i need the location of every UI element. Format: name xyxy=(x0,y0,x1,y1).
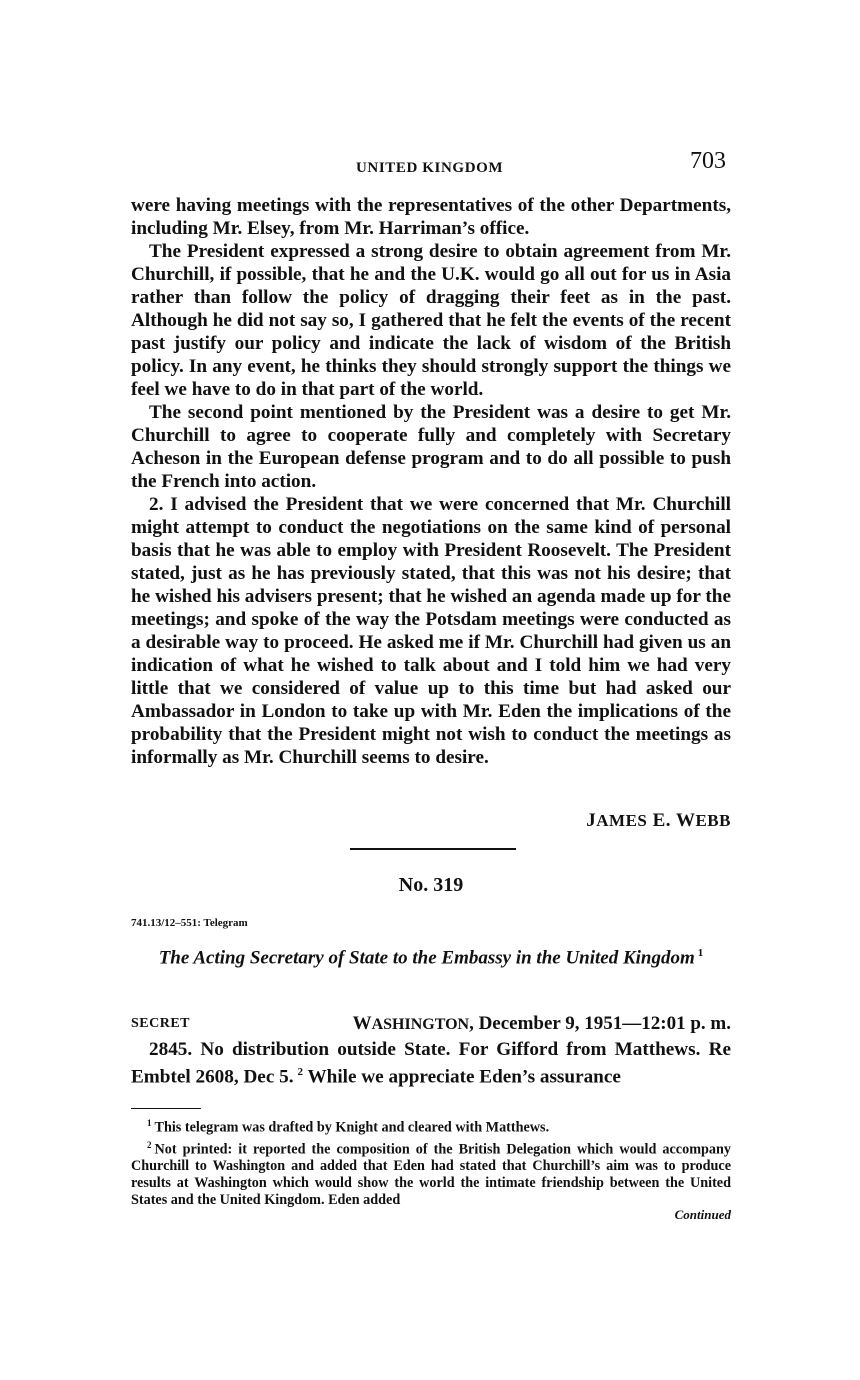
classification-label: SECRET xyxy=(131,1016,191,1031)
paragraph-1: were having meetings with the representatives of the other Departments, including Mr. Elsey, from Mr. Harriman’s office. xyxy=(131,195,731,239)
body-text xyxy=(131,194,731,769)
document-number: No. 319 xyxy=(398,874,464,896)
paragraph-4: 2. I advised the President that we were concerned that Mr. Churchill might attempt to conduct the negotiations on the same kind of personal basis that he was able to employ with President Roosevelt. The President stated, just as he has previously stated, that this was not his desire; that he wished his advisers present; that he wished an agenda made up for the meetings; and spoke of the way the Potsdam meetings were conducted as a desirable way to proceed. He asked me if Mr. Churchill had given us an indication of what he wished to talk about and I told him we had very little that we considered of value up to this time but had asked our Ambassador in London to take up with Mr. Eden the implications of the probability that the President might not wish to conduct the meetings as informally as Mr. Churchill seems to desire. xyxy=(131,494,731,768)
footnote-mark: 2 xyxy=(297,1066,304,1078)
telegram-text: 2845. No distribution outside State. For Gifford from Matthews. Re Embtel 2608, Dec 5. $^2$ While we appreciate Eden’s assurance xyxy=(131,1039,731,1088)
signature: JAMES E. WEBB xyxy=(586,810,731,831)
continued-label: Continued xyxy=(674,1207,731,1222)
footnote-2: $^2$ Not printed: it reported the composition of the British Delegation which would accompany Churchill to Washington and added that Eden had stated that Churchill’s aim was to produce results at Washington which would show the world the intimate friendship between the United States and the United Kingdom. Eden added xyxy=(131,1139,731,1209)
page-number: 703 xyxy=(690,148,726,174)
footnote-1: $^1$ This telegram was drafted by Knight and cleared with Matthews. xyxy=(147,1118,550,1136)
footnote-mark: 1 xyxy=(697,947,704,959)
paragraph-3: The second point mentioned by the President was a desire to get Mr. Churchill to agree to cooperate fully and completely with Secretary Acheson in the European defense program and to do all possible to push the French into action. xyxy=(131,402,731,492)
footnote-divider xyxy=(131,1108,201,1109)
section-divider xyxy=(350,848,516,850)
running-header: UNITED KINGDOM xyxy=(356,160,504,176)
place-date: WASHINGTON, December 9, 1951—12:01 p. m. xyxy=(352,1013,731,1034)
document-title: The Acting Secretary of State to the Embassy in the United Kingdom $^1$ xyxy=(158,947,704,969)
paragraph-2: The President expressed a strong desire to obtain agreement from Mr. Churchill, if possible, that he and the U.K. would go all out for us in Asia rather than follow the policy of dragging their feet as in the past. Although he did not say so, I gathered that he felt the events of the recent past justify our policy and indicate the lack of wisdom of the British policy. In any event, he thinks they should strongly support the things we feel we have to do in that part of the world. xyxy=(131,241,731,400)
footnotes xyxy=(131,1115,731,1209)
file-reference: 741.13/12–551: Telegram xyxy=(131,917,248,929)
